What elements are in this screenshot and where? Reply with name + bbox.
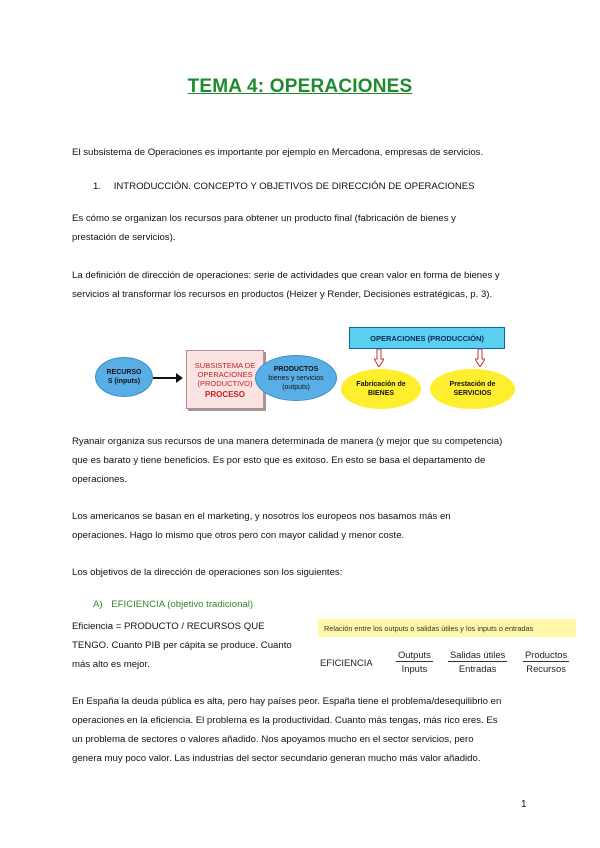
paragraph-2 <box>72 266 532 304</box>
operaciones-box: OPERACIONES (PRODUCCIÓN) <box>349 327 505 349</box>
prestacion-text: SERVICIOS <box>453 390 492 397</box>
fraction-outputs-inputs <box>396 649 433 674</box>
paragraph-line: Ryanair organiza sus recursos de una manera determinada de manera (y mejor que su competencia) <box>72 436 503 447</box>
page-title: TEMA 4: OPERACIONES <box>187 76 413 97</box>
section-number: 1. <box>93 181 102 192</box>
paragraph-line: operaciones en la eficiencia. El problema es la productividad. Cuanto más tengas, más rico eres. Es <box>72 715 498 726</box>
fraction-numerator: Productos <box>525 649 568 660</box>
paragraph-line: más alto es mejor. <box>72 659 150 670</box>
paragraph-line: servicios al transformar los recursos en productos (Heizer y Render, Decisiones estratégicas, p. 3). <box>72 289 493 300</box>
arrow-right-icon <box>153 377 181 379</box>
arrow-down-icon <box>475 349 485 367</box>
paragraph-line: que es barato y tiene beneficios. Es por esto que es exitoso. En esto se basa el departamento de <box>72 455 486 466</box>
fabricacion-ellipse <box>341 369 421 409</box>
paragraph-line: prestación de servicios). <box>72 232 176 243</box>
paragraph-line: TENGO. Cuanto PIB per cápita se produce. Cuanto <box>72 640 292 651</box>
recursos-text: S (inputs) <box>107 378 141 385</box>
efficiency-label: EFICIENCIA <box>320 657 373 668</box>
prestacion-ellipse <box>430 369 515 409</box>
intro-paragraph: El subsistema de Operaciones es importante por ejemplo en Mercadona, empresas de servicios. <box>72 147 484 158</box>
paragraph-line: operaciones. Hago lo mismo que otros pero con mayor calidad y menor coste. <box>72 530 405 541</box>
subsection-label: EFICIENCIA (objetivo tradicional) <box>111 599 254 610</box>
paragraph-line: operaciones. <box>72 474 127 485</box>
paragraph-1 <box>72 209 532 247</box>
paragraph-line: genera muy poco valor. Las industrias del sector secundario generan mucho más valor añadido. <box>72 753 481 764</box>
productos-text: bienes y servicios <box>268 374 324 382</box>
efficiency-banner: Relación entre los outputs o salidas útiles y los inputs o entradas <box>318 619 576 637</box>
fraction-denominator: Inputs <box>401 663 428 674</box>
section-heading <box>93 181 475 192</box>
paragraph-6 <box>72 692 532 768</box>
fabricacion-text: BIENES <box>367 390 395 397</box>
fraction-numerator: Outputs <box>398 649 431 660</box>
prestacion-text: Prestación de <box>449 381 496 388</box>
paragraph-line: La definición de dirección de operaciones: serie de actividades que crean valor en forma de bienes y <box>72 270 500 281</box>
subsistema-text: OPERACIONES <box>197 369 253 379</box>
paragraph-3 <box>72 432 532 489</box>
subsection-heading <box>93 599 253 610</box>
fraction-salidas-entradas <box>448 649 507 674</box>
efficiency-formula-box <box>318 619 576 681</box>
productos-ellipse <box>255 355 337 401</box>
subsection-letter: A) <box>93 599 103 610</box>
paragraph-line: Eficiencia = PRODUCTO / RECURSOS QUE <box>72 621 265 632</box>
proceso-label: PROCESO <box>204 389 245 399</box>
fabricacion-text: Fabricación de <box>356 381 406 388</box>
fraction-numerator: Salidas útiles <box>450 649 506 660</box>
subsistema-text: (PRODUCTIVO) <box>197 378 253 388</box>
paragraph-line: un problema de sectores o valores añadido. Nos apoyamos mucho en el sector servicios, pero <box>72 734 474 745</box>
fraction-denominator: Recursos <box>526 663 566 674</box>
productos-text: (outputs) <box>282 383 310 391</box>
paragraph-4 <box>72 507 532 545</box>
operations-diagram <box>95 325 515 415</box>
subsistema-text: SUBSISTEMA DE <box>194 360 256 370</box>
page-number: 1 <box>521 799 527 810</box>
paragraph-line: En España la deuda pública es alta, pero hay países peor. España tiene el problema/desequilibrio en <box>72 696 502 707</box>
paragraph-5: Los objetivos de la dirección de operaciones son los siguientes: <box>72 567 343 578</box>
efficiency-paragraph <box>72 617 312 674</box>
paragraph-line: Es cómo se organizan los recursos para obtener un producto final (fabricación de bienes y <box>72 213 456 224</box>
fraction-denominator: Entradas <box>458 663 497 674</box>
productos-text: PRODUCTOS <box>273 365 319 373</box>
arrow-down-icon <box>374 349 384 367</box>
subsistema-box <box>186 350 264 409</box>
fraction-productos-recursos <box>523 649 569 674</box>
section-label: INTRODUCCIÓN. CONCEPTO Y OBJETIVOS DE DIRECCIÓN DE OPERACIONES <box>113 181 475 192</box>
recursos-text: RECURSO <box>106 369 142 376</box>
paragraph-line: Los americanos se basan en el marketing, y nosotros los europeos nos basamos más en <box>72 511 451 522</box>
recursos-ellipse <box>95 357 153 397</box>
